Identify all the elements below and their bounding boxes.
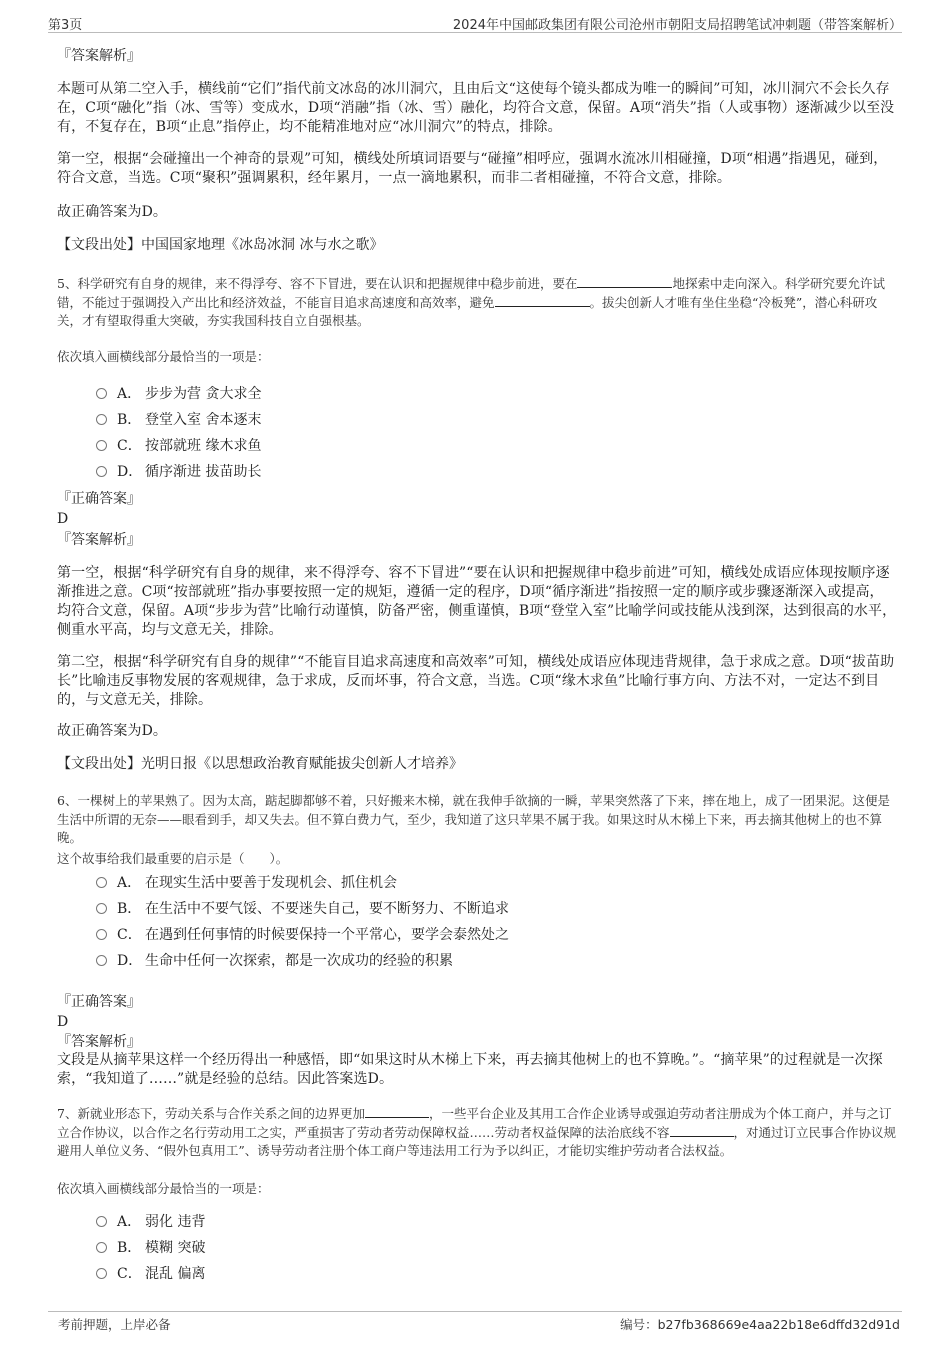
analysis-label: 『答案解析』 — [57, 532, 141, 548]
option-d[interactable]: D． 生命中任何一次探索，都是一次成功的经验的积累 — [96, 950, 453, 972]
analysis-paragraph: 第一空，根据“科学研究有自身的规律，来不得浮夸、容不下冒进”“要在认识和把握规律中稳步前进”可知，横线处成语应体现按顺序逐渐推进之意。C项“按部就班”指办事要按照一定的规矩，遵循一定的程序，D项“循序渐进”指按照一定的顺序或步骤逐渐深入或提高，均符合文意，保留。A项“步步为营”比喻行动谨慎，防备严密，侧重谨慎，B项“登堂入室”比喻学问或技能从浅到深，达到很高的水平，侧重水平高，均与文意无关，排除。 — [57, 565, 897, 638]
radio-icon[interactable] — [96, 877, 107, 888]
radio-icon[interactable] — [96, 1242, 107, 1253]
radio-icon[interactable] — [96, 414, 107, 425]
fill-blank — [577, 275, 672, 288]
question-text-part: ，对通过订立民事合作协议规避用人单位义务、“假外包真用工”、诱导劳动者注册个体工商户等违法用工行为予以纠正，才能切实维护劳动者合法权益。 — [57, 1124, 897, 1158]
footer-slogan: 考前押题，上岸必备 — [58, 1317, 171, 1332]
radio-icon[interactable] — [96, 466, 107, 477]
option-d[interactable]: D． 循序渐进 拔苗助长 — [96, 461, 261, 483]
option-a[interactable]: A． 弱化 违背 — [96, 1211, 205, 1233]
option-b[interactable]: B． 模糊 突破 — [96, 1237, 205, 1259]
question-text-part: ，一些平台企业及其用工合作企业诱导或强迫劳动者注册成为个体工商户，并与之订立合作协议，以合作之名行劳动用工之实，严重损害了劳动者劳动保障权益……劳动者权益保障的法治底线不容 — [57, 1106, 892, 1140]
radio-icon[interactable] — [96, 388, 107, 399]
page-number: 第3页 — [48, 18, 83, 33]
conclusion: 故正确答案为D。 — [57, 204, 168, 220]
fill-blank — [365, 1105, 429, 1118]
radio-icon[interactable] — [96, 440, 107, 451]
answer-value: D — [57, 1014, 69, 1030]
analysis-paragraph: 本题可从第二空入手，横线前“它们”指代前文冰岛的冰川洞穴，且由后文“这使每个镜头都成为唯一的瞬间”可知，冰川洞穴不会长久存在，C项“融化”指（冰、雪等）变成水，D项“消融”指（冰、雪）融化，均符合文意，保留。A项“消失”指（人或事物）逐渐减少以至没有，不复存在，B项“止息”指停止，均不能精准地对应“冰川洞穴”的特点，排除。 — [57, 81, 895, 135]
option-b[interactable]: B． 登堂入室 舍本逐末 — [96, 409, 261, 431]
analysis-label: 『答案解析』 — [57, 48, 141, 64]
question-text-part: 5、科学研究有自身的规律，来不得浮夸、容不下冒进，要在认识和把握规律中稳步前进，要在 — [57, 276, 578, 291]
answer-label: 『正确答案』 — [57, 994, 141, 1010]
answer-label: 『正确答案』 — [57, 491, 141, 507]
radio-icon[interactable] — [96, 929, 107, 940]
question-text-part: 地探索中走向深入。科学研究要允许试错，不能过于强调投入产出比和经济效益，不能盲目追求高速度和高效率，避免 — [57, 276, 885, 310]
fill-blank — [495, 294, 590, 307]
question-text-part: 7、新就业形态下，劳动关系与合作关系之间的边界更加 — [57, 1106, 365, 1121]
option-c[interactable]: C． 混乱 偏离 — [96, 1263, 205, 1285]
radio-icon[interactable] — [96, 903, 107, 914]
page-footer — [48, 1311, 902, 1332]
question-7-text — [57, 1105, 897, 1161]
option-b[interactable]: B． 在生活中不要气馁、不要迷失自己，要不断努力、不断追求 — [96, 898, 509, 920]
question-prompt: 依次填入画横线部分最恰当的一项是： — [57, 349, 270, 364]
conclusion: 故正确答案为D。 — [57, 723, 168, 739]
option-a[interactable]: A． 步步为营 贪大求全 — [96, 383, 261, 405]
source-citation: 【文段出处】光明日报《以思想政治教育赋能拔尖创新人才培养》 — [57, 756, 463, 772]
page-header — [48, 10, 902, 33]
source-citation: 【文段出处】中国国家地理《冰岛冰洞 冰与水之歌》 — [57, 237, 384, 253]
analysis-paragraph: 文段是从摘苹果这样一个经历得出一种感悟，即“如果这时从木梯上下来，再去摘其他树上的也不算晚。”。“摘苹果”的过程就是一次探索，“我知道了……”就是经验的总结。因此答案选D。 — [57, 1052, 883, 1087]
analysis-label: 『答案解析』 — [57, 1034, 141, 1050]
question-prompt: 依次填入画横线部分最恰当的一项是： — [57, 1181, 270, 1196]
analysis-paragraph: 第二空，根据“科学研究有自身的规律”“不能盲目追求高速度和高效率”可知，横线处成语应体现违背规律，急于求成之意。D项“拔苗助长”比喻违反事物发展的客观规律，急于求成，反而坏事，符合文意，当选。C项“缘木求鱼”比喻行事方向、方法不对，一定达不到目的，与文意无关，排除。 — [57, 654, 895, 708]
question-5-text — [57, 275, 897, 331]
radio-icon[interactable] — [96, 1268, 107, 1279]
option-c[interactable]: C． 在遇到任何事情的时候要保持一个平常心，要学会泰然处之 — [96, 924, 509, 946]
option-c[interactable]: C． 按部就班 缘木求鱼 — [96, 435, 261, 457]
analysis-paragraph: 第一空，根据“会碰撞出一个神奇的景观”可知，横线处所填词语要与“碰撞”相呼应，强调水流冰川相碰撞，D项“相遇”指遇见，碰到，符合文意，当选。C项“聚积”强调累积，经年累月，一点一滴地累积，而非二者相碰撞，不符合文意，排除。 — [57, 151, 888, 186]
answer-value: D — [57, 511, 69, 527]
radio-icon[interactable] — [96, 1216, 107, 1227]
question-6-text: 6、一棵树上的苹果熟了。因为太高，踮起脚都够不着，只好搬来木梯，就在我伸手欲摘的一瞬，苹果突然落了下来，摔在地上，成了一团果泥。这便是生活中所谓的无奈——眼看到手，却又失去。但不算白费力气，至少，我知道了这只苹果不属于我。如果这时从木梯上下来，再去摘其他树上的也不算晚。 — [57, 793, 890, 845]
fill-blank — [670, 1124, 734, 1137]
document-code: 编号：b27fb368669e4aa22b18e6dffd32d91d — [620, 1317, 900, 1332]
document-title: 2024年中国邮政集团有限公司沧州市朝阳支局招聘笔试冲刺题（带答案解析） — [452, 18, 902, 33]
radio-icon[interactable] — [96, 955, 107, 966]
question-prompt: 这个故事给我们最重要的启示是（ ）。 — [57, 851, 289, 866]
option-a[interactable]: A． 在现实生活中要善于发现机会、抓住机会 — [96, 872, 397, 894]
question-text-part: 。拔尖创新人才唯有坐住坐稳“冷板凳”，潜心科研攻关，才有望取得重大突破，夯实我国科技自立自强根基。 — [57, 294, 878, 328]
